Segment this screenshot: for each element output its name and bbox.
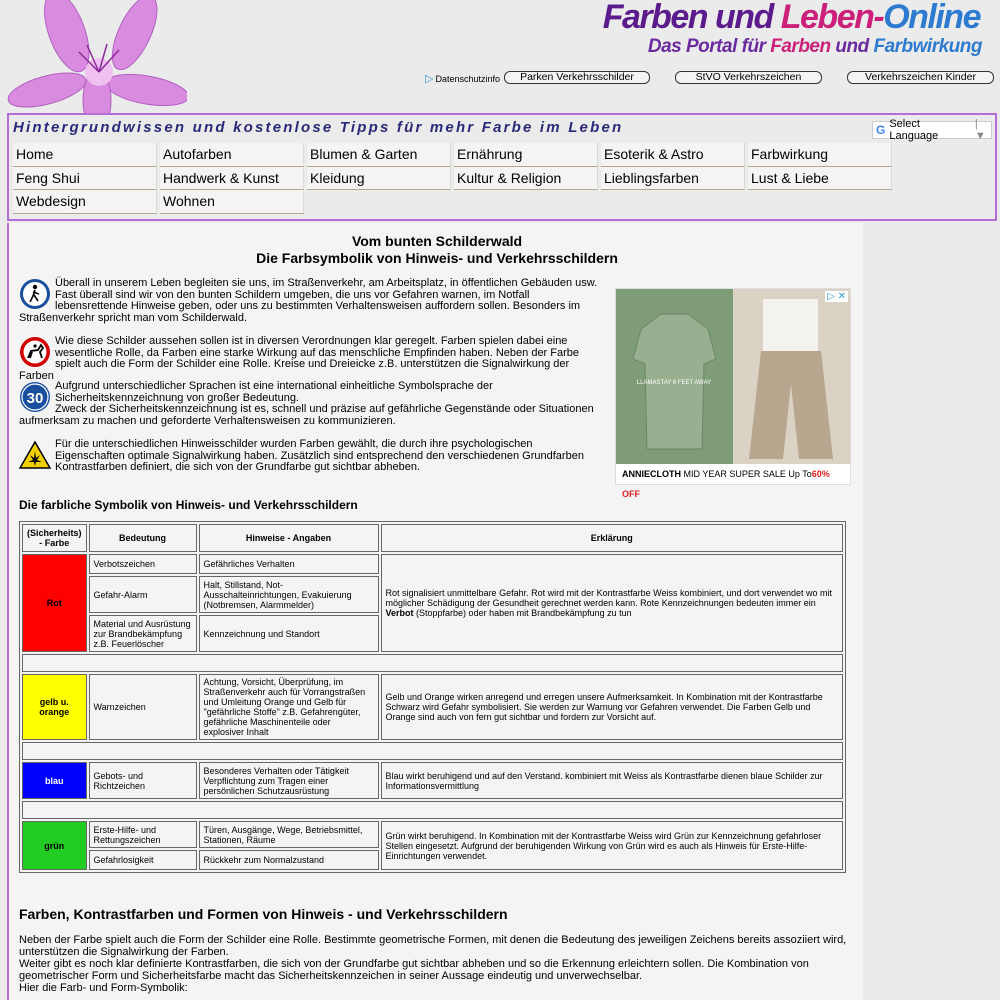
- table-header-row: [22, 524, 843, 552]
- nav-item-handwerk-kunst[interactable]: Handwerk & Kunst: [160, 167, 304, 191]
- bottom-heading: Farben, Kontrastfarben und Formen von Hinweis - und Verkehrsschildern: [19, 906, 508, 922]
- table-cell: Verbotszeichen: [89, 554, 197, 574]
- table-cell: Material und Ausrüstung zur Brandbekämpfung z.B. Feuerlöscher: [89, 615, 197, 652]
- nav-item-lieblingsfarben[interactable]: Lieblingsfarben: [601, 167, 745, 191]
- ad-shirt-image: [616, 289, 733, 464]
- table-cell: Gefahrlosigkeit: [89, 850, 197, 870]
- pedestrian-sign-icon: [19, 278, 51, 310]
- table-header: Bedeutung: [89, 524, 197, 552]
- speed-limit-value: 30: [26, 390, 44, 407]
- ad-close-icon[interactable]: ▷ ✕: [827, 291, 846, 302]
- no-riding-sign-icon: [19, 336, 51, 368]
- google-icon: G: [876, 123, 886, 137]
- table-cell-erklaerung: Rot signalisiert unmittelbare Gefahr. Rot wird mit der Kontrastfarbe Weiss kombiniert, und dort verwendet wo mit möglicher Schädigung der Gesundheit gerechnet werden kann. Rote Kennzeichnungen bedeuten immer ein Verbot (Stoppfarbe) oder haben mit Brandbekämpfung zu tun: [381, 554, 843, 652]
- main-navigation: [13, 143, 893, 214]
- table-cell: Achtung, Vorsicht, Überprüfung, im Straßenverkehr auch für Vorrangstraßen und Umleitung Orange und Gelb für "gefährliche Stoffe" z.B. Gefahrengüter, gefährliche Maschinenteile oder explosiver Inhalt: [199, 674, 379, 740]
- table-cell: Rückkehr zum Normalzustand: [199, 850, 379, 870]
- nav-item-lust-liebe[interactable]: Lust & Liebe: [748, 167, 892, 191]
- table-header: Erklärung: [381, 524, 843, 552]
- ad-caption: ANNIECLOTH MID YEAR SUPER SALE Up To60% OFF: [616, 464, 850, 484]
- page-title: Vom bunten Schilderwald Die Farbsymbolik von Hinweis- und Verkehrsschildern: [256, 233, 618, 266]
- ad-pants-image: [733, 289, 850, 464]
- nav-item-kultur-religion[interactable]: Kultur & Religion: [454, 167, 598, 191]
- chevron-down-icon: | ▼: [974, 118, 986, 142]
- main-content: [7, 223, 863, 1000]
- color-symbolism-table: [19, 521, 846, 873]
- parken-verkehrsschilder-button[interactable]: Parken Verkehrsschilder: [504, 71, 650, 84]
- adchoices-icon: ▷: [425, 73, 434, 85]
- site-logo-subtitle: Das Portal für Farben und Farbwirkung: [647, 36, 982, 57]
- speed-limit-sign-icon: [19, 381, 51, 413]
- table-cell-erklaerung: Grün wirkt beruhigend. In Kombination mit der Kontrastfarbe Weiss wird Grün zur Kennzeichnung gefahrloser Stellen eingesetzt. Aufgrund der beruhigenden Wirkung von Grün wird es auch als Hinweis für Erste-Hilfe-Einrichtungen verwendet.: [381, 821, 843, 870]
- site-logo-title[interactable]: Farben und Leben-Online: [602, 0, 980, 36]
- nav-item-kleidung[interactable]: Kleidung: [307, 167, 451, 191]
- table-cell: Türen, Ausgänge, Wege, Betriebsmittel, Stationen, Räume: [199, 821, 379, 848]
- intro-paragraph-4: Für die unterschiedlichen Hinweisschilder wurden Farben gewählt, die durch ihre psychologischen Eigenschaften optimale Signalwirkung haben. Zusätzlich sind entsprechend den verschiedenen Grundfarben Kontrastfarben definiert, die sich von der Grundfarbe gut sichtbar abheben.: [19, 439, 599, 474]
- advertisement-banner[interactable]: [615, 288, 851, 499]
- table-cell: Gebots- und Richtzeichen: [89, 762, 197, 799]
- table-header: (Sicherheits) - Farbe: [22, 524, 87, 552]
- verkehrszeichen-kinder-button[interactable]: Verkehrszeichen Kinder: [847, 71, 994, 84]
- intro-paragraph-3: 30 Aufgrund unterschiedlicher Sprachen ist eine international einheitliche Symbolsprache der Sicherheitskennzeichnung von großer Bedeutung. Zweck der Sicherheitskennzeichnung ist es, schnell und präzise auf gefährliche Gegenstände oder Situationen aufmerksam zu machen und geforderte Verhaltensweisen zu kommunizieren.: [19, 380, 594, 427]
- nav-item-wohnen[interactable]: Wohnen: [160, 190, 304, 214]
- intro-paragraph-1: Überall in unserem Leben begleiten sie uns, im Straßenverkehr, am Arbeitsplatz, in öffentlichen Gebäuden usw. Fast überall sind wir von den bunten Schildern umgeben, die uns vor Gefahren warnen, im Notfall lebensrettende Hinweise geben, oder uns zu bestimmten Verhaltensweisen auffordern sollen. Besonders im Straßenverkehr spricht man vom Schilderwald.: [19, 277, 598, 324]
- table-cell: Gefahr-Alarm: [89, 576, 197, 613]
- navigation-band: [7, 113, 997, 221]
- tagline: Hintergrundwissen und kostenlose Tipps für mehr Farbe im Leben: [13, 119, 624, 136]
- color-swatch-gruen: grün: [22, 821, 87, 870]
- table-cell-erklaerung: Blau wirkt beruhigend und auf den Verstand. kombiniert mit Weiss als Kontrastfarbe dienen blaue Schilder zur Informationsvermittlung: [381, 762, 843, 799]
- nav-item-webdesign[interactable]: Webdesign: [13, 190, 157, 214]
- explosive-warning-sign-icon: [19, 439, 51, 471]
- table-cell: Erste-Hilfe- und Rettungszeichen: [89, 821, 197, 848]
- site-header: [7, 0, 1000, 113]
- language-select[interactable]: G Select Language | ▼: [872, 121, 992, 139]
- table-header: Hinweise - Angaben: [199, 524, 379, 552]
- color-swatch-gelb: gelb u. orange: [22, 674, 87, 740]
- privacy-info-link[interactable]: ▷ Datenschutzinfo: [425, 73, 501, 85]
- table-row: [22, 674, 843, 740]
- nav-item-ernaehrung[interactable]: Ernährung: [454, 143, 598, 167]
- svg-text:LLAMASTAY 6 FEET AWAY: LLAMASTAY 6 FEET AWAY: [636, 380, 712, 386]
- table-spacer-row: [22, 654, 843, 672]
- table-cell: Besonderes Verhalten oder Tätigkeit Verpflichtung zum Tragen einer persönlichen Schutzausrüstung: [199, 762, 379, 799]
- nav-item-blumen-garten[interactable]: Blumen & Garten: [307, 143, 451, 167]
- table-cell: Halt, Stillstand, Not-Ausschalteinrichtungen, Evakuierung (Notbremsen, Alarmmelder): [199, 576, 379, 613]
- table-spacer-row: [22, 801, 843, 819]
- table-cell: Warnzeichen: [89, 674, 197, 740]
- nav-item-feng-shui[interactable]: Feng Shui: [13, 167, 157, 191]
- stvo-verkehrszeichen-button[interactable]: StVO Verkehrszeichen: [675, 71, 822, 84]
- table-spacer-row: [22, 742, 843, 760]
- table-row: [22, 554, 843, 574]
- color-swatch-rot: Rot: [22, 554, 87, 652]
- table-row: [22, 821, 843, 848]
- table-cell: Gefährliches Verhalten: [199, 554, 379, 574]
- flower-logo-image: [7, 0, 187, 113]
- table-row: [22, 762, 843, 799]
- nav-item-home[interactable]: Home: [13, 143, 157, 167]
- table-heading: Die farbliche Symbolik von Hinweis- und Verkehrsschildern: [19, 498, 358, 512]
- color-swatch-blau: blau: [22, 762, 87, 799]
- intro-paragraph-2: Wie diese Schilder aussehen sollen ist in diversen Verordnungen klar geregelt. Farben spielen dabei eine wesentliche Rolle, da Farben eine starke Wirkung auf das menschliche Empfinden haben. Neben der Farbe spielt auch die Form der Schilder eine Rolle. Kreise und Dreieicke z.B. unterstützen die Signalwirkung der Farben: [19, 335, 580, 382]
- table-cell: Kennzeichnung und Standort: [199, 615, 379, 652]
- nav-item-esoterik-astro[interactable]: Esoterik & Astro: [601, 143, 745, 167]
- table-cell-erklaerung: Gelb und Orange wirken anregend und erregen unsere Aufmerksamkeit. In Kombination mit der Kontrastfarbe Schwarz wird Gefahr symbolisiert. Sie werden zur Warnung vor Gefahren verwendet. Die Farben Gelb und Orange sind auch von fern gut sichtbar und fordern zur Vorsicht auf.: [381, 674, 843, 740]
- bottom-paragraph: Neben der Farbe spielt auch die Form der Schilder eine Rolle. Bestimmte geometrische Formen, mit denen die Bedeutung des jeweiligen Zeichens bereits assoziiert wird, unterstützen die Signalwirkung der Farben. Weiter gibt es noch klar definierte Kontrastfarben, die sich von der Grundfarbe gut sichtbar abheben und so die Erkennung erleichtern sollen. Die Kombination von geometrischer Form und Sicherheitsfarbe macht das Sicherheitskennzeichen in seiner Aussage eindeutig und unverwechselbar. Hier die Farb- und Form-Symbolik:: [19, 934, 847, 994]
- nav-item-autofarben[interactable]: Autofarben: [160, 143, 304, 167]
- nav-item-farbwirkung[interactable]: Farbwirkung: [748, 143, 892, 167]
